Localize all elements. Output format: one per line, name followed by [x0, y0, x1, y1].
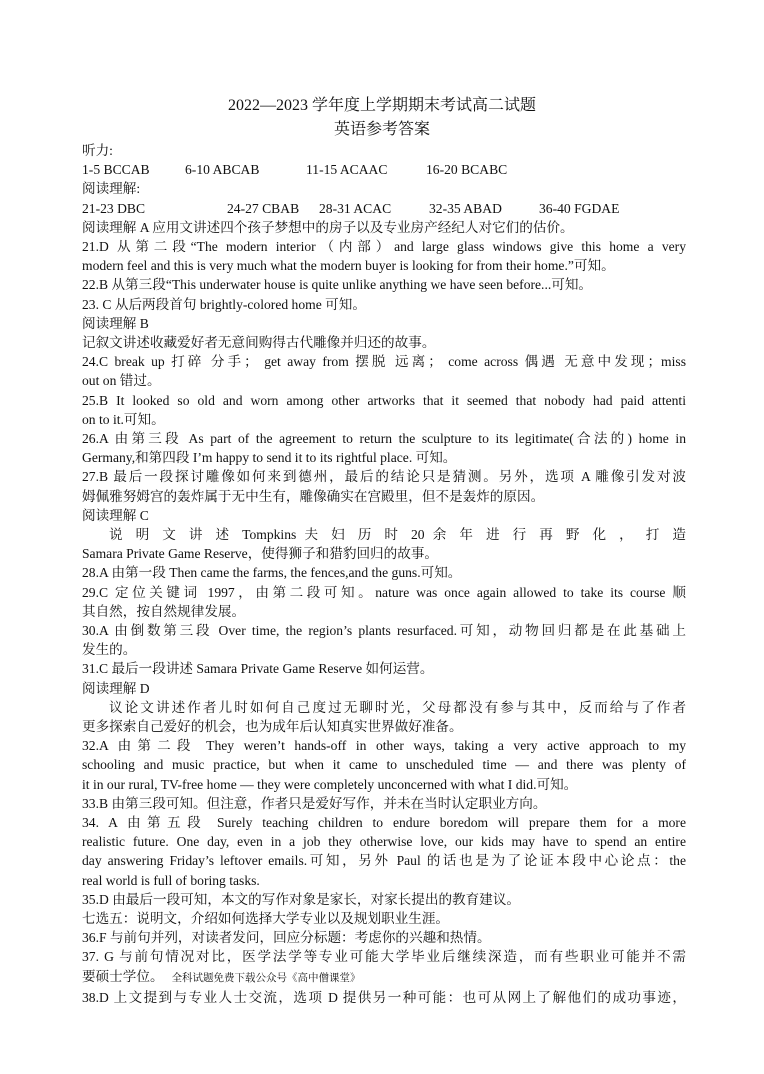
- answer-31: 31.C 最后一段讲述 Samara Private Game Reserve 如何运营。: [82, 661, 434, 677]
- answer-34-cont: day answering Friday’s leftover emails.可知，另外 Paul 的话也是为了论证本段中心论点：the: [82, 853, 686, 869]
- reading-answer: 21-23 DBC: [82, 200, 146, 216]
- reading-answer: 28-31 ACAC: [319, 200, 392, 216]
- answer-34: 34. A 由第五段 Surely teaching children to endure boredom will prepare them for a more: [82, 814, 686, 830]
- page-subtitle: 英语参考答案: [333, 121, 430, 138]
- answer-body: [82, 141, 686, 1007]
- answer-36: 36.F 与前句并列，对读者发问，回应分标题：考虑你的兴趣和热情。: [82, 930, 491, 946]
- section-intro-d: 议论文讲述作者儿时如何自己度过无聊时光，父母都没有参与其中，反而给与了作者: [109, 699, 686, 715]
- answer-22: 22.B 从第三段“This underwater house is quite unlike anything we have seen before...可知。: [82, 277, 593, 293]
- answer-30: 30.A 由倒数第三段 Over time, the region’s plants resurfaced.可知，动物回归都是在此基础上: [82, 622, 686, 638]
- listening-label: 听力:: [82, 143, 113, 158]
- answer-32: 32.A 由第二段 They weren’t hands-off in other ways, taking a very active approach to my: [82, 738, 686, 754]
- reading-answer: 24-27 CBAB: [227, 200, 300, 216]
- answer-23: 23. C 从后两段首句 brightly-colored home 可知。: [82, 296, 366, 312]
- reading-answers: [82, 199, 686, 218]
- answer-30-cont: 发生的。: [82, 642, 137, 658]
- answer-37-text: 要硕士学位。: [82, 968, 164, 984]
- section-intro-c-cont: Samara Private Game Reserve，使得狮子和猎豹回归的故事。: [82, 546, 439, 562]
- section-intro-a: 阅读理解 A 应用文讲述四个孩子梦想中的房子以及专业房产经纪人对它们的估价。: [82, 219, 574, 235]
- answer-34-cont: real world is full of boring tasks.: [82, 872, 260, 888]
- listening-answer: 1-5 BCCAB: [82, 162, 150, 178]
- listening-answers: [82, 160, 686, 179]
- answer-37-cont: [82, 967, 686, 988]
- answer-27-cont: 姆佩雅努姆宫的轰炸属于无中生有，雕像确实在宫殿里，但不是轰炸的原因。: [82, 488, 545, 504]
- listening-answer: 16-20 BCABC: [426, 162, 508, 178]
- answer-32-cont: it in our rural, TV-free home — they were completely unconcerned with what I did.可知。: [82, 776, 578, 792]
- answer-34-cont: realistic future. One day, even in a job they otherwise love, our kids may have to spend an entire: [82, 834, 686, 850]
- section-heading-b: 阅读理解 B: [82, 315, 149, 331]
- answer-21: 21.D 从第二段“The modern interior（内部）and large glass windows give this home a very: [82, 239, 686, 255]
- listening-answer: 11-15 ACAAC: [306, 162, 388, 178]
- answer-21-cont: modern feel and this is very much what the modern buyer is looking for from their home.”可知。: [82, 258, 615, 274]
- answer-32-cont: schooling and music practice, but when it came to unscheduled time — and there was plenty of: [82, 757, 686, 773]
- answer-26: 26.A 由第三段 As part of the agreement to return the sculpture to its legitimate(合法的) home in: [82, 431, 686, 446]
- reading-answer: 36-40 FGDAE: [539, 200, 620, 216]
- answer-38: 38.D 上文提到与专业人士交流，选项 D 提供另一种可能：也可从网上了解他们的成功事迹，: [82, 989, 686, 1005]
- answer-25-cont: on to it.可知。: [82, 411, 165, 427]
- section-heading-c: 阅读理解 C: [82, 507, 149, 523]
- section-intro-cloze: 七选五：说明文，介绍如何选择大学专业以及规划职业生涯。: [82, 910, 450, 926]
- section-intro-b: 记叙文讲述收藏爱好者无意间购得古代雕像并归还的故事。: [82, 335, 436, 351]
- section-intro-c: 说 明 文 讲 述 Tompkins 夫 妇 历 时 20 余 年 进 行 再 野 化 ， 打 造: [109, 526, 686, 542]
- watermark-note: 全科试题免费下载公众号《高中僧课堂》: [171, 972, 361, 984]
- answer-28: 28.A 由第一段 Then came the farms, the fences,and the guns.可知。: [82, 565, 462, 581]
- reading-label: 阅读理解:: [82, 181, 141, 197]
- answer-33: 33.B 由第三段可知。但注意，作者只是爱好写作，并未在当时认定职业方向。: [82, 795, 547, 811]
- section-intro-d-cont: 更多探索自己爱好的机会，也为成年后认知真实世界做好准备。: [82, 718, 463, 734]
- page-title: 2022—2023 学年度上学期期末考试高二试题: [227, 97, 536, 114]
- listening-answer: 6-10 ABCAB: [185, 162, 260, 178]
- answer-35: 35.D 由最后一段可知，本文的写作对象是家长，对家长提出的教育建议。: [82, 891, 521, 907]
- reading-answer: 32-35 ABAD: [429, 200, 502, 216]
- answer-26-cont: Germany,和第四段 I’m happy to send it to its rightful place. 可知。: [82, 450, 457, 466]
- answer-24-cont: out on 错过。: [82, 373, 161, 389]
- answer-37: 37. G 与前句情况对比，医学法学等专业可能大学毕业后继续深造，而有些职业可能并不需: [82, 949, 686, 965]
- answer-29-cont: 其自然，按自然规律发展。: [82, 603, 246, 619]
- answer-24: 24.C break up 打碎 分手； get away from 摆脱 远离； come across 偶遇 无意中发现；miss: [82, 354, 686, 370]
- answer-25: 25.B It looked so old and worn among other artworks that it seemed that nobody had paid attenti: [82, 392, 686, 408]
- answer-29: 29.C 定位关键词 1997，由第二段可知。nature was once again allowed to take its course 顺: [82, 584, 686, 600]
- answer-27: 27.B 最后一段探讨雕像如何来到德州，最后的结论只是猜测。另外，选项 A 雕像引发对波: [82, 469, 686, 485]
- section-heading-d: 阅读理解 D: [82, 680, 150, 696]
